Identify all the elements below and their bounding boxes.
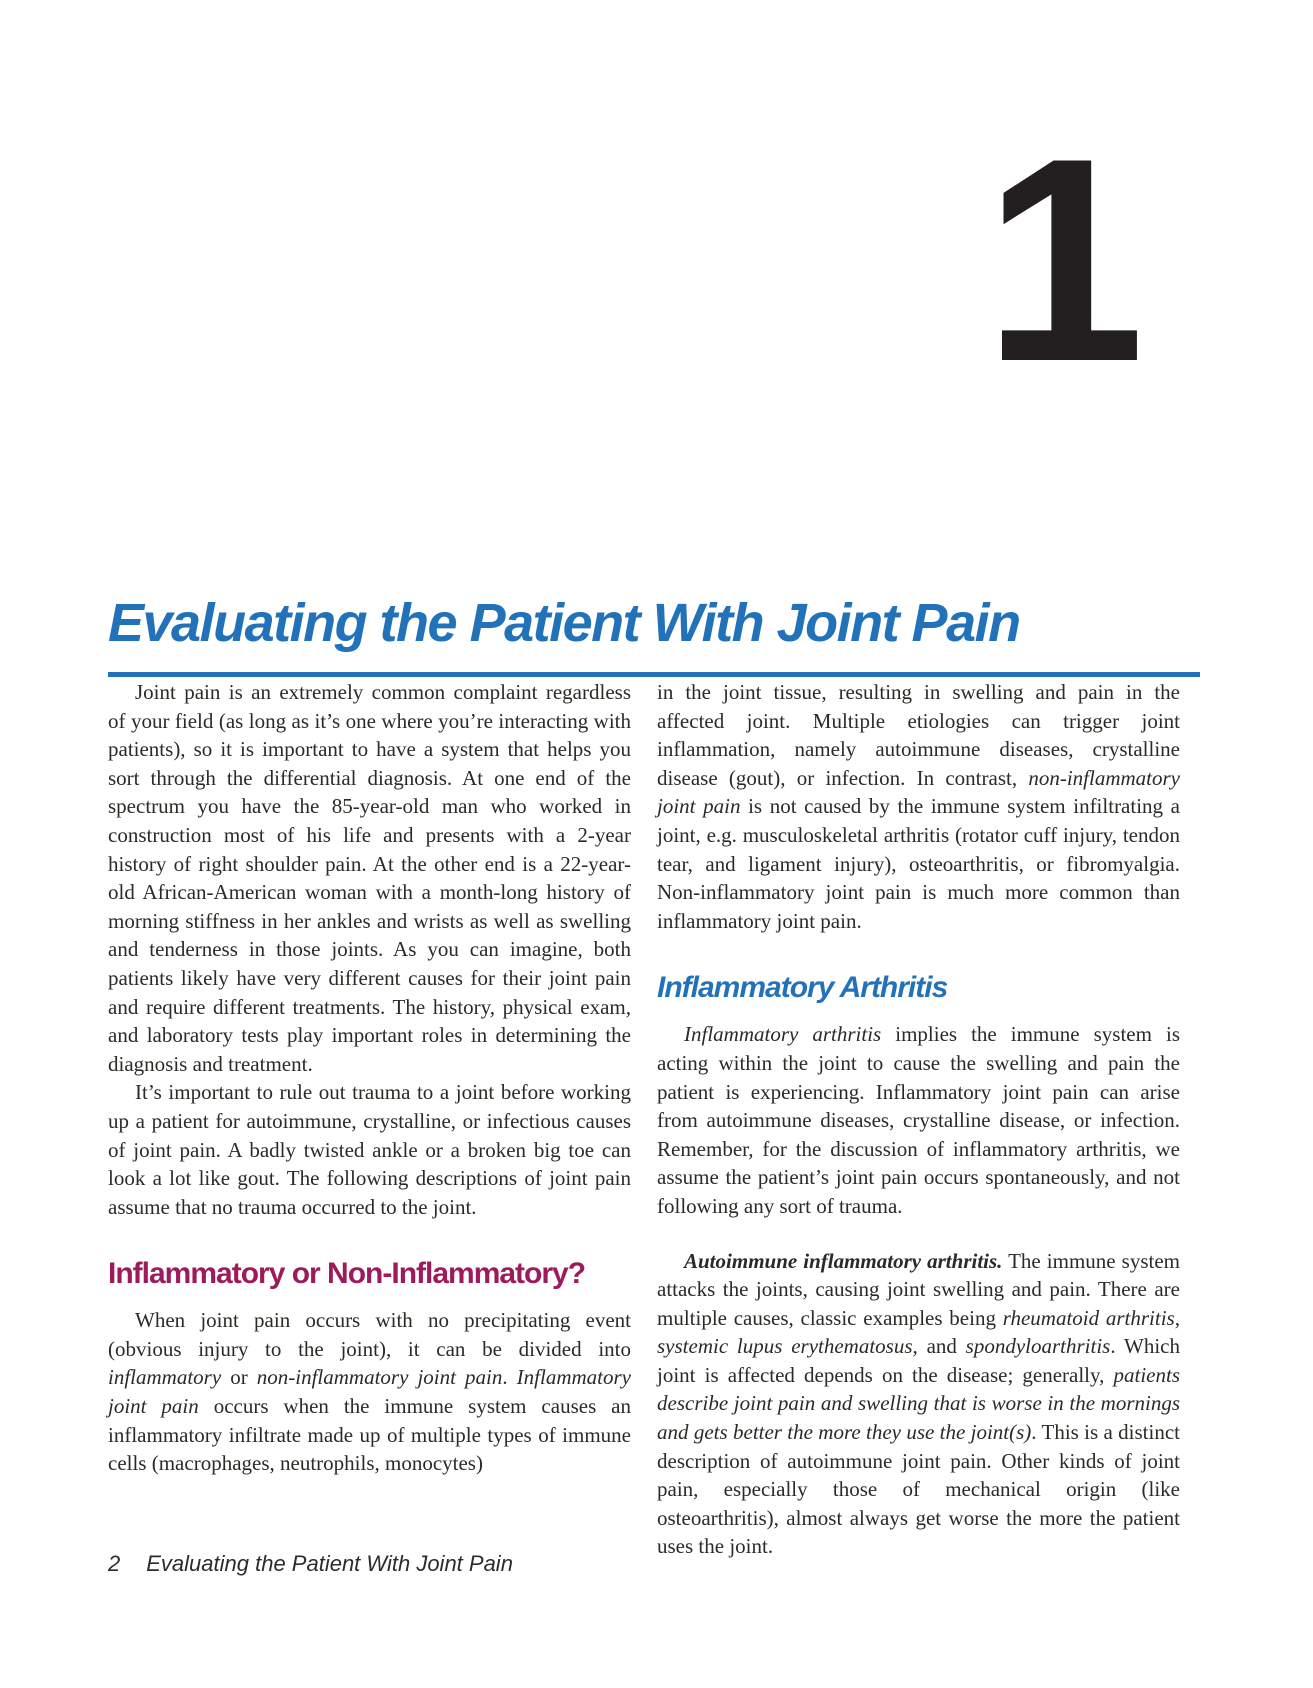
paragraph-inflammatory-arthritis: Inflammatory arthritis implies the immune system is acting within the joint to cause the swelling and pain the patient is experiencing. Inflammatory joint pain can arise from autoimmune diseases, crystalline disease, or infection. Remember, for the discussion of inflammatory arthritis, we assume the patient’s joint pain occurs spontaneously, and not following any sort of trauma. bbox=[657, 1022, 1180, 1218]
footer-page-number: 2 bbox=[108, 1551, 121, 1576]
paragraph-classification: When joint pain occurs with no precipitating event (obvious injury to the joint), it can be divided into inflammatory or non-inflammatory joint pain. Inflammatory joint pain occurs when the immune system causes an inflammatory infiltrate made up of multiple types of immune cells (macrophages, neutrophils, monocytes) bbox=[108, 1308, 631, 1476]
paragraph-classification-continued: in the joint tissue, resulting in swelling and pain in the affected joint. Multiple etiologies can trigger joint inflammation, namely autoimmune diseases, crystalline disease (gout), or infection. In contrast, non-inflammatory joint pain is not caused by the immune system infiltrating a joint, e.g. musculoskeletal arthritis (rotator cuff injury, tendon tear, and ligament injury), osteoarthritis, or fibromyalgia. Non-inflammatory joint pain is much more common than inflammatory joint pain. bbox=[657, 680, 1180, 933]
right-column bbox=[657, 678, 1180, 1561]
chapter-number: 1 bbox=[983, 98, 1145, 422]
title-rule-divider bbox=[108, 672, 1200, 677]
section-heading-inflammatory-arthritis: Inflammatory Arthritis bbox=[657, 971, 948, 1005]
two-column-body bbox=[108, 678, 1180, 1561]
left-column bbox=[108, 678, 631, 1561]
paragraph-intro: Joint pain is an extremely common complaint regardless of your field (as long as it’s one where you’re interacting with patients), so it is important to have a system that helps you sort through the differential diagnosis. At one end of the spectrum you have the 85-year-old man who worked in construction most of his life and presents with a 2-year history of right shoulder pain. At the other end is a 22-year-old African-American woman with a month-long history of morning stiffness in her ankles and wrists as well as swelling and tenderness in those joints. As you can imagine, both patients likely have very different causes for their joint pain and require different treatments. The history, physical exam, and laboratory tests play important roles in determining the diagnosis and treatment. bbox=[108, 680, 631, 1076]
paragraph-autoimmune-inflammatory-arthritis: Autoimmune inflammatory arthritis. The immune system attacks the joints, causing joint swelling and pain. There are multiple causes, classic examples being rheumatoid arthritis, systemic lupus erythematosus, and spondyloarthritis. Which joint is affected depends on the disease; generally, patients describe joint pain and swelling that is worse in the mornings and gets better the more they use the joint(s). This is a distinct description of autoimmune joint pain. Other kinds of joint pain, especially those of mechanical origin (like osteoarthritis), almost always get worse the more the patient uses the joint. bbox=[657, 1248, 1180, 1559]
section-heading-inflammatory-or-non-inflammatory: Inflammatory or Non-Inflammatory? bbox=[108, 1257, 586, 1291]
page-footer bbox=[108, 1551, 513, 1577]
footer-chapter-title: Evaluating the Patient With Joint Pain bbox=[146, 1551, 513, 1576]
chapter-title: Evaluating the Patient With Joint Pain bbox=[108, 593, 1020, 654]
paragraph-trauma: It’s important to rule out trauma to a joint before working up a patient for autoimmune, crystalline, or infectious causes of joint pain. A badly twisted ankle or a broken big toe can look a lot like gout. The following descriptions of joint pain assume that no trauma occurred to the joint. bbox=[108, 1080, 631, 1219]
